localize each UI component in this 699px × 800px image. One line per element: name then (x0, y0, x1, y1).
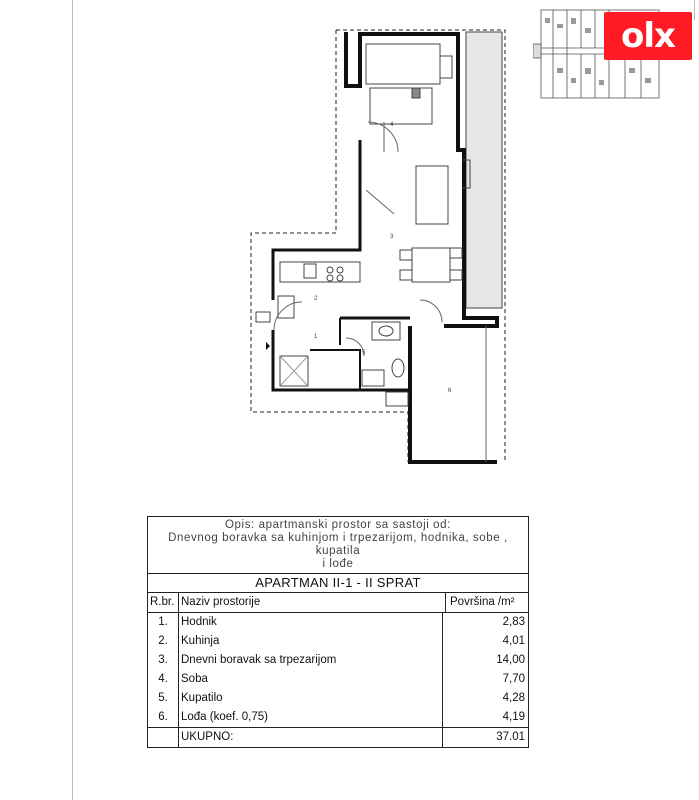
total-label: UKUPNO: (179, 728, 443, 747)
total-area: 37.01 (496, 731, 525, 743)
row-name: Kuhinja (179, 632, 443, 651)
row-area: 7,70 (502, 673, 525, 685)
total-rbr (148, 728, 179, 747)
plan-label-room-5: 5 (362, 350, 366, 356)
description-line-1: Opis: apartmanski prostor sa sastoji od: (225, 519, 451, 531)
row-rbr: 2. (148, 632, 179, 651)
row-area: 2,83 (502, 616, 525, 628)
row-area: 4,28 (502, 692, 525, 704)
plan-label-room-3: 3 (390, 234, 394, 240)
table-row (148, 670, 528, 689)
table-description (148, 517, 528, 574)
table-header-row (148, 593, 528, 613)
plan-label-room-1: 1 (314, 334, 318, 340)
header-rbr: R.br. (148, 593, 179, 612)
description-line-2: Dnevnog boravka sa kuhinjom i trpezarijom, hodnika, sobe , kupatila (168, 532, 508, 557)
row-rbr: 1. (148, 613, 179, 632)
table-row (148, 632, 528, 651)
row-name: Dnevni boravak sa trpezarijom (179, 651, 443, 670)
table-total-row (148, 727, 528, 747)
plan-label-room-4: 4 (390, 122, 394, 128)
row-rbr: 5. (148, 689, 179, 708)
row-name: Soba (179, 670, 443, 689)
row-name: Lođa (koef. 0,75) (179, 708, 443, 727)
row-area: 4,01 (502, 635, 525, 647)
olx-logo-text: olx (621, 16, 675, 56)
header-name: Naziv prostorije (179, 593, 446, 612)
table-row (148, 689, 528, 708)
header-area: Površina /m² (450, 596, 515, 608)
table-row (148, 613, 528, 632)
plan-label-room-6: 6 (448, 388, 452, 394)
table-row (148, 651, 528, 670)
area-table (147, 516, 529, 748)
row-rbr: 3. (148, 651, 179, 670)
row-name: Hodnik (179, 613, 443, 632)
description-line-3: i lođe (322, 558, 354, 570)
table-row (148, 708, 528, 727)
olx-logo (604, 12, 692, 60)
row-name: Kupatilo (179, 689, 443, 708)
row-rbr: 6. (148, 708, 179, 727)
row-rbr: 4. (148, 670, 179, 689)
table-title: APARTMAN II-1 - II SPRAT (148, 574, 528, 593)
row-area: 4,19 (502, 711, 525, 723)
row-area: 14,00 (496, 654, 525, 666)
plan-label-room-2: 2 (314, 296, 318, 302)
